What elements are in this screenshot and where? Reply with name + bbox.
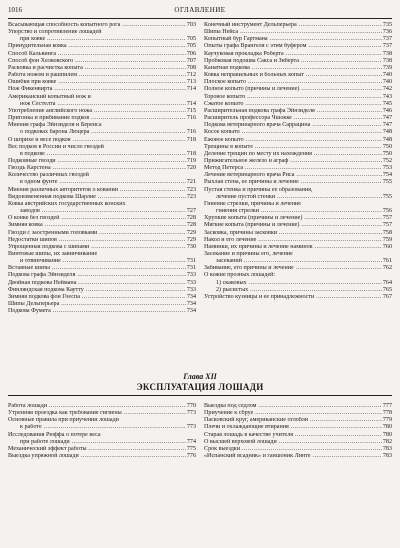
toc-entry-page: 735 (382, 22, 392, 28)
toc-entry-page: 714 (186, 86, 196, 93)
toc-entry (204, 439, 392, 446)
toc-entry-title: Наминки, их причины и лечение наминок ..... (204, 244, 392, 251)
toc-entry-title: Подкова ветеринарного врача Саррацина ..... (204, 122, 392, 129)
toc-entry-title: Шипы Нейса ..... (204, 29, 392, 36)
toc-entry (8, 194, 196, 201)
toc-entry (204, 43, 392, 50)
toc-entry (8, 108, 196, 115)
toc-entry-title: Плечи и охлаждающие втирания ..... (204, 424, 392, 431)
toc-entry-page: 747 (382, 122, 392, 129)
toc-entry-title: Зимняя ковка ..... (8, 222, 196, 229)
toc-entry (8, 187, 196, 194)
toc-entry-title: Способ фон Хелковского ..... (8, 58, 196, 65)
toc-entry-page: 739 (382, 64, 392, 71)
toc-entry (204, 410, 392, 417)
toc-entry-title: Засковка, причины засковки ..... (204, 230, 392, 237)
toc-entry (204, 72, 392, 79)
toc-entry-title: Приучение к сбруе ..... (204, 410, 392, 417)
toc-entry-title: Старая лошадь в качестве учителя ..... (204, 432, 392, 439)
toc-entry-page: 746 (382, 107, 392, 114)
toc-entry-title: Способ Кальвинга ..... (8, 51, 196, 58)
toc-entry-title: 2) рысистых ..... (204, 287, 392, 294)
toc-entry (8, 222, 196, 229)
toc-entry-title: Накол и его лечение ..... (204, 237, 392, 244)
toc-entry (204, 86, 392, 93)
toc-entry-title: Пустая стенка и причины ее образования, (204, 186, 313, 193)
toc-entry (8, 86, 196, 93)
toc-entry-page: 737 (382, 43, 392, 50)
toc-entry-title: в одном фунте ..... (8, 179, 196, 186)
toc-entry (204, 51, 392, 58)
toc-entry-page: 728 (186, 215, 196, 222)
toc-entry (8, 287, 196, 294)
toc-entry (204, 65, 392, 72)
toc-entry-page: 734 (186, 293, 196, 300)
toc-entry-page: 759 (382, 236, 392, 243)
toc-entry (8, 403, 196, 410)
toc-entry (8, 272, 196, 279)
toc-entry-page: 757 (382, 215, 392, 222)
toc-entry-page: 729 (186, 236, 196, 243)
toc-entry-title: Рыхлая стена, ее причины и лечение ..... (204, 179, 392, 186)
toc-entry (204, 122, 392, 129)
toc-entry-title: Плоское копыто ..... (204, 79, 392, 86)
toc-entry-title: Ковка австрийских государственных конских (8, 200, 126, 207)
toc-entry-title: Упрощенная подкова с шипами ..... (8, 244, 196, 251)
toc-entry (204, 137, 392, 144)
toc-column-bottom-right (204, 403, 392, 460)
toc-entry-page: 750 (382, 150, 392, 157)
toc-entry-title: Трещины в копыте ..... (204, 144, 392, 151)
toc-entry (8, 94, 196, 101)
toc-entry (8, 208, 196, 215)
toc-entry (204, 280, 392, 287)
toc-column-bottom-left (8, 403, 196, 460)
toc-entry-title: Каучуковая прокладка Роберта ..... (204, 51, 392, 58)
toc-entry-page: 783 (382, 445, 392, 452)
toc-entry-title: и отвинчивание ..... (8, 258, 196, 265)
toc-entry (8, 172, 196, 179)
toc-entry-title: О высшей верховой лошади ..... (204, 439, 392, 446)
toc-entry-page: 747 (382, 115, 392, 122)
toc-entry-title: Финляндская подкова Каутту ..... (8, 287, 196, 294)
toc-entry-page: 718 (186, 136, 196, 143)
toc-entry (204, 29, 392, 36)
toc-entry-title: засеканий ..... (204, 258, 392, 265)
toc-entry (8, 453, 196, 460)
toc-entry-page: 721 (186, 179, 196, 186)
toc-entry-title: Основные правила при приучении лошади (8, 417, 119, 424)
toc-entry-page: 740 (382, 72, 392, 79)
toc-entry (8, 432, 196, 439)
toc-entry-title: Гниение стрелки, причины и лечение (204, 200, 301, 207)
toc-entry-page: 743 (382, 93, 392, 100)
toc-entry (8, 58, 196, 65)
toc-entry-page: 778 (382, 410, 392, 417)
toc-entry-page: 780 (382, 424, 392, 431)
toc-entry (8, 439, 196, 446)
toc-entry (204, 424, 392, 431)
toc-entry-page: 703 (186, 22, 196, 28)
toc-entry-page: 734 (186, 308, 196, 315)
toc-entry-page: 758 (382, 229, 392, 236)
toc-entry-title: к работе ..... (8, 424, 196, 431)
toc-entry (204, 36, 392, 43)
toc-entry (8, 22, 196, 29)
toc-entry-title: гниения стрелки ..... (204, 208, 392, 215)
toc-entry-page: 773 (186, 424, 196, 431)
toc-entry-title: Конечный инструмент Дельперьера ..... (204, 22, 392, 29)
page-number: 1016 (8, 6, 22, 14)
toc-entry (8, 158, 196, 165)
toc-entry-title: «Испанский всадник» и ганшоник Линте ..... (204, 453, 392, 460)
toc-entry (204, 294, 392, 301)
toc-entry-title: 1) скаковых ..... (204, 280, 392, 287)
toc-entry-page: 729 (186, 229, 196, 236)
toc-entry (8, 244, 196, 251)
toc-entry-title: при ковке ..... (8, 36, 196, 43)
toc-entry-page: 755 (382, 179, 392, 186)
toc-entry-title: Расширительная подкова графа Эйнзиделя ..... (204, 108, 392, 115)
toc-entry-title: Срок выездки ..... (204, 446, 392, 453)
toc-entry-page: 719 (186, 157, 196, 164)
toc-entry-title: Пригонка и прибивание подков ..... (8, 115, 196, 122)
toc-entry-title: Подкова Фумета ..... (8, 308, 196, 315)
toc-entry (204, 115, 392, 122)
toc-entry (8, 79, 196, 86)
toc-entry (8, 129, 196, 136)
toc-entry-title: О конке без гвоздей ..... (8, 215, 196, 222)
toc-entry-page: 740 (382, 79, 392, 86)
toc-entry (8, 215, 196, 222)
toc-entry-title: Винтовые шипы, их завинчивание (8, 251, 98, 257)
toc-entry (204, 79, 392, 86)
toc-entry-title: Устройство кузницы и ее принадлежности ..... (204, 294, 392, 301)
toc-entry-page: 756 (382, 208, 392, 215)
toc-entry-page: 750 (382, 143, 392, 150)
toc-entry (8, 201, 196, 208)
toc-entry-title: Зимняя подкова фон Гоеспа ..... (8, 294, 196, 301)
toc-entry-title: Лечение ветеринарного врача Риса ..... (204, 172, 392, 179)
toc-entry (204, 417, 392, 424)
toc-entry (8, 151, 196, 158)
toc-entry-title: Всасывающая способность копытного рога ..... (8, 22, 196, 29)
toc-entry-page: 752 (382, 157, 392, 164)
toc-entry-page: 723 (186, 193, 196, 200)
toc-entry (204, 101, 392, 108)
toc-entry-title: Американский копытный нож и (8, 93, 91, 100)
toc-entry-title: Упорство и сопротивление лошадей (8, 29, 102, 36)
toc-entry-title: Гвозди с заостренными головками ..... (8, 230, 196, 237)
toc-entry-title: Принудительная ковка ..... (8, 43, 196, 50)
toc-entry-title: Ковка неправильных и больных копыт ..... (204, 72, 392, 79)
toc-column-right (204, 22, 392, 301)
chapter-label: Глава XII (183, 372, 217, 381)
toc-entry-page: 754 (382, 172, 392, 179)
chapter-rule (8, 395, 392, 396)
toc-column-left (8, 22, 196, 315)
toc-entry-page: 762 (382, 265, 392, 272)
toc-entry-title: Пасковский круг, американские оглобли ..... (204, 417, 392, 424)
toc-entry (8, 280, 196, 287)
toc-entry (204, 244, 392, 251)
toc-entry-page: 733 (186, 272, 196, 279)
toc-entry (204, 194, 392, 201)
toc-entry (204, 265, 392, 272)
toc-entry-page: 757 (382, 222, 392, 229)
toc-entry (204, 201, 392, 208)
toc-entry-title: Нож Фикенвирта ..... (8, 86, 196, 93)
toc-entry (8, 137, 196, 144)
toc-entry (204, 58, 392, 65)
toc-entry (204, 158, 392, 165)
toc-entry-title: Подкова графа Эйнзиделя ..... (8, 272, 196, 279)
toc-entry (8, 410, 196, 417)
toc-entry (204, 179, 392, 186)
toc-entry-title: заводов ..... (8, 208, 196, 215)
toc-entry-page: 748 (382, 129, 392, 136)
toc-entry (8, 36, 196, 43)
toc-entry-page: 782 (382, 438, 392, 445)
toc-entry-page: 761 (382, 258, 392, 265)
toc-entry (204, 172, 392, 179)
toc-entry (8, 424, 196, 431)
toc-entry-title: Прижигательное железо и аграф ..... (204, 158, 392, 165)
toc-entry (204, 446, 392, 453)
toc-entry-title: Метод Петерса ..... (204, 165, 392, 172)
toc-entry (8, 179, 196, 186)
toc-entry-page: 727 (186, 208, 196, 215)
toc-entry (204, 151, 392, 158)
toc-entry-page: 742 (382, 86, 392, 93)
toc-entry-page: 738 (382, 57, 392, 64)
toc-entry-page: 738 (382, 50, 392, 57)
toc-entry (8, 230, 196, 237)
toc-entry-title: Деление трещин по месту их нахождения ..... (204, 151, 392, 158)
toc-entry (204, 165, 392, 172)
toc-entry-page: 705 (186, 43, 196, 50)
toc-entry-title: Подковные гвозди ..... (8, 158, 196, 165)
toc-entry (8, 72, 196, 79)
toc-entry-title: Работа лошади ..... (8, 403, 196, 410)
toc-entry-page: 731 (186, 265, 196, 272)
toc-entry-page: 773 (186, 410, 196, 417)
toc-entry (8, 446, 196, 453)
toc-entry (204, 237, 392, 244)
toc-entry-title: Утренняя проездка как требование гигиены ..... (8, 410, 196, 417)
running-title: ОГЛАВЛЕНИЕ (174, 6, 226, 14)
toc-entry (204, 258, 392, 265)
toc-entry (8, 144, 196, 151)
toc-entry (204, 108, 392, 115)
toc-entry-page: 760 (382, 243, 392, 250)
toc-entry (8, 294, 196, 301)
toc-entry (204, 251, 392, 258)
toc-entry-page: 716 (186, 115, 196, 122)
toc-entry (204, 94, 392, 101)
toc-entry (8, 265, 196, 272)
toc-entry-title: Полное копыто (причины и лечение) ..... (204, 86, 392, 93)
chapter-heading (8, 372, 392, 396)
toc-entry-title: Ежовое копыто ..... (204, 137, 392, 144)
toc-entry-title: Опыты графа Врангеля с этим буфером ..... (204, 43, 392, 50)
toc-entry (8, 115, 196, 122)
toc-entry (204, 187, 392, 194)
toc-entry-title: О шприхе и весе подков ..... (8, 137, 196, 144)
toc-entry-title: при работе лошади ..... (8, 439, 196, 446)
toc-entry (8, 251, 196, 258)
toc-entry-page: 720 (186, 165, 196, 172)
toc-entry-page: 733 (186, 279, 196, 286)
toc-entry-page: 712 (186, 72, 196, 79)
toc-entry (8, 65, 196, 72)
toc-entry (8, 51, 196, 58)
toc-entry (8, 301, 196, 308)
toc-entry-page: 734 (186, 301, 196, 308)
toc-entry-title: Вставные шипы ..... (8, 265, 196, 272)
toc-entry-title: Канатная подкова ..... (204, 65, 392, 72)
toc-entry-page: 775 (186, 445, 196, 452)
toc-entry-title: Двойная подкова Неймана ..... (8, 280, 196, 287)
toc-entry (204, 129, 392, 136)
toc-entry-page: 774 (186, 438, 196, 445)
toc-entry-title: Хрупкие копыта (причины и лечение) ..... (204, 215, 392, 222)
toc-entry-page: 723 (186, 186, 196, 193)
toc-entry-title: О кожие прозных лошадей: (204, 272, 276, 279)
toc-entry-title: Пробковая подошва Сакса и Зиберта ..... (204, 58, 392, 65)
toc-entry-title: Сжатое копыто ..... (204, 101, 392, 108)
toc-entry (8, 165, 196, 172)
toc-entry-title: Засекание и причины его, лечение (204, 251, 293, 257)
toc-entry-page: 767 (382, 293, 392, 300)
toc-entry-page: 777 (382, 403, 392, 409)
toc-entry-page: 708 (186, 64, 196, 71)
toc-entry-page: 705 (186, 36, 196, 43)
toc-entry-page: 737 (382, 36, 392, 43)
toc-entry (8, 101, 196, 108)
toc-entry (204, 208, 392, 215)
toc-entry-title: лечение пустой стенки ..... (204, 194, 392, 201)
toc-entry-page: 716 (186, 129, 196, 136)
toc-entry-title: Выездка под седлом ..... (204, 403, 392, 410)
toc-entry-title: Гвоздь Карстена ..... (8, 165, 196, 172)
toc-entry-title: Мягкие копыта (причины и лечение) ..... (204, 222, 392, 229)
toc-entry-title: нож Сестелта ..... (8, 101, 196, 108)
toc-entry-title: Работа ножом и рашпилем ..... (8, 72, 196, 79)
toc-entry-page: 764 (382, 279, 392, 286)
toc-entry-title: Шипы Дельперьера ..... (8, 301, 196, 308)
toc-entry (8, 417, 196, 424)
chapter-title: ЭКСПЛУАТАЦИЯ ЛОШАДИ (136, 382, 264, 392)
toc-entry-title: Расширитель профессора Чшокке ..... (204, 115, 392, 122)
toc-entry-title: в подкове ..... (8, 151, 196, 158)
toc-entry (8, 237, 196, 244)
toc-entry (204, 144, 392, 151)
toc-entry-title: Недостатки шипов ..... (8, 237, 196, 244)
toc-entry-page: 728 (186, 222, 196, 229)
toc-entry (204, 403, 392, 410)
toc-entry-page: 706 (186, 50, 196, 57)
toc-entry-title: Ошибки при ковке ..... (8, 79, 196, 86)
toc-entry (204, 215, 392, 222)
toc-entry-title: Забивание, его причины и лечение ..... (204, 265, 392, 272)
toc-entry-title: Мнения графа Эйнзиделя и Беренса (8, 122, 102, 129)
toc-entry-title: Копытный бур Гартмана ..... (204, 36, 392, 43)
toc-entry-title: Механический эффект работы ..... (8, 446, 196, 453)
toc-entry (204, 230, 392, 237)
toc-entry-title: Видоизмененная подкова Шарлие ..... (8, 194, 196, 201)
toc-entry-title: Количество различных гвоздей (8, 172, 89, 179)
toc-entry (204, 222, 392, 229)
toc-entry-title: Исследования Рюффа о потере веса (8, 431, 101, 438)
toc-entry-title: Употребление английского ножа ..... (8, 108, 196, 115)
toc-entry-page: 715 (186, 107, 196, 114)
toc-entry-page: 718 (186, 150, 196, 157)
toc-entry-page: 779 (382, 417, 392, 424)
toc-entry (204, 432, 392, 439)
toc-entry-page: 780 (382, 431, 392, 438)
toc-entry (8, 258, 196, 265)
toc-entry-page: 733 (186, 286, 196, 293)
toc-entry-title: о подковах барона Люцера ..... (8, 129, 196, 136)
toc-entry-title: Мнения различных авторитетов о ковании ..... (8, 187, 196, 194)
toc-entry (204, 272, 392, 279)
toc-entry-page: 765 (382, 286, 392, 293)
toc-entry-page: 714 (186, 100, 196, 107)
toc-entry-page: 748 (382, 136, 392, 143)
toc-entry-title: Косое копыто ..... (204, 129, 392, 136)
toc-entry-page: 753 (382, 165, 392, 172)
toc-entry-title: Выездка упряжной лошади ..... (8, 453, 196, 460)
toc-entry (8, 43, 196, 50)
toc-entry-page: 745 (382, 100, 392, 107)
toc-entry (8, 308, 196, 315)
toc-entry-page: 770 (186, 403, 196, 409)
toc-entry-page: 776 (186, 453, 196, 460)
toc-entry-page: 736 (382, 29, 392, 36)
toc-entry-page: 755 (382, 193, 392, 200)
toc-entry-page: 713 (186, 79, 196, 86)
page-header (8, 4, 392, 19)
toc-entry-title: Вес подков в России и число гвоздей (8, 143, 104, 150)
toc-entry-page: 731 (186, 258, 196, 265)
toc-entry (204, 287, 392, 294)
toc-entry (8, 29, 196, 36)
toc-entry-page: 730 (186, 243, 196, 250)
toc-entry-title: Расковка и расчистка копыта ..... (8, 65, 196, 72)
toc-entry (204, 453, 392, 460)
toc-entry-page: 783 (382, 453, 392, 460)
toc-entry-title: Торовое копыто ..... (204, 94, 392, 101)
toc-entry (8, 122, 196, 129)
toc-entry (204, 22, 392, 29)
toc-entry-page: 707 (186, 57, 196, 64)
